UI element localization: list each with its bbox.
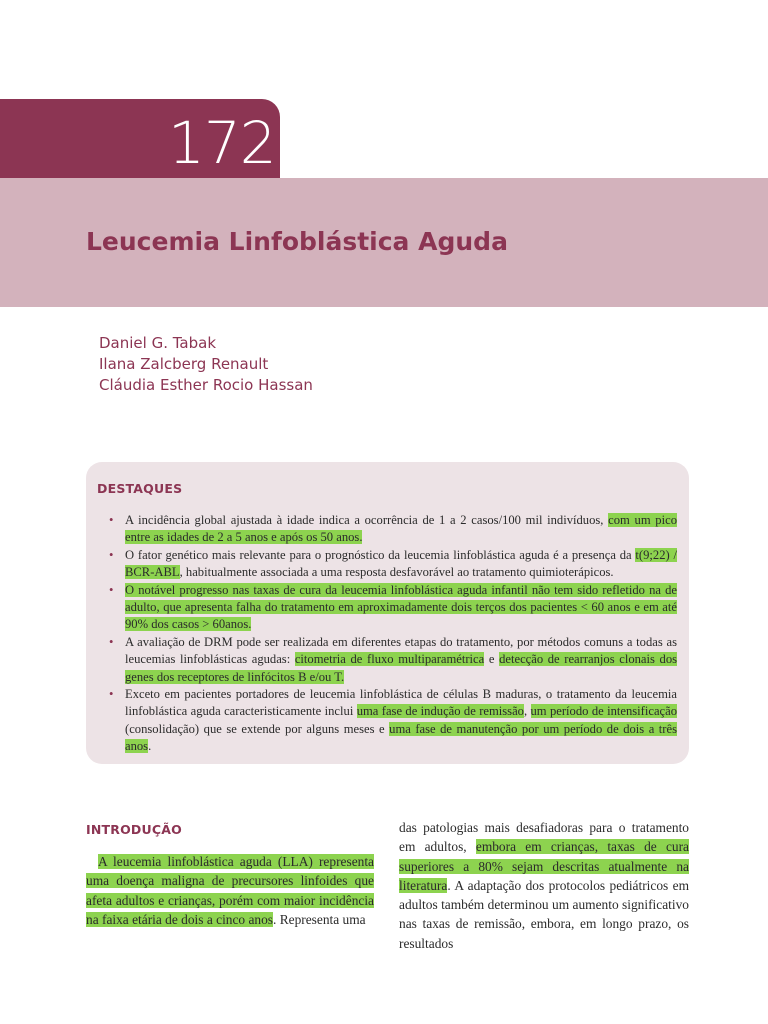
highlighted-text: detecção de rearranjos clonais dos genes dos receptores de linfócitos B e/ou T.: [125, 652, 678, 684]
text-run: Exceto em pacientes portadores de leucemia linfoblástica de células B maduras, o tratamento da leucemia linfoblástica aguda caracteristicamente inclui: [125, 687, 677, 719]
highlighted-text: A leucemia linfoblástica aguda (LLA) representa uma doença maligna de precursores linfoides que afeta adultos e crianças, porém com maior incidência na faixa etária de dois a cinco anos: [86, 854, 374, 927]
text-run: . A adaptação dos protocolos pediátricos em adultos também determinou um aumento significativo nas taxas de remissão, embora, em longo prazo, os resultados: [399, 877, 689, 951]
highlight-item: [125, 634, 677, 686]
highlighted-text: embora em crianças, taxas de cura superiores a 80% sejam descritas atualmente na literatura: [399, 839, 689, 893]
text-run: , habitualmente associada a uma resposta desfavorável ao tratamento quimioterápicos.: [179, 565, 614, 580]
highlight-item: [125, 547, 677, 582]
text-run: O fator genético mais relevante para o prognóstico da leucemia linfoblástica aguda é a presença da: [125, 547, 636, 562]
highlight-item: [125, 582, 677, 634]
author-name: Ilana Zalcberg Renault: [99, 355, 269, 373]
section-heading-introduction: INTRODUÇÃO: [86, 822, 182, 837]
text-run: A incidência global ajustada à idade indica a ocorrência de 1 a 2 casos/100 mil indivíduos,: [125, 513, 609, 527]
author-name: Cláudia Esther Rocio Hassan: [99, 376, 313, 394]
text-run: .: [148, 739, 152, 754]
highlights-list: [125, 512, 677, 756]
highlighted-text: citometria de fluxo multiparamétrica: [294, 652, 485, 667]
highlight-item: [125, 686, 677, 756]
text-run: das patologias mais desafiadoras para o tratamento em adultos,: [399, 820, 689, 855]
author-list: [99, 333, 313, 396]
highlighted-text: O notável progresso nas taxas de cura da leucemia linfoblástica aguda infantil não tem sido refletido na de adulto, que apresenta falha do tratamento em aproximadamente dois terços dos pacientes < 60 anos e em até 90% dos casos > 60anos.: [125, 582, 677, 632]
intro-left-column: [86, 852, 374, 929]
intro-right-column: [399, 818, 689, 953]
chapter-number: 172: [168, 109, 276, 177]
highlight-item: [125, 512, 677, 547]
text-run: e: [484, 652, 500, 667]
highlighted-text: com um pico entre as idades de 2 a 5 anos e após os 50 anos.: [125, 513, 677, 545]
highlights-heading: DESTAQUES: [97, 481, 183, 496]
text-run: (consolidação) que se extende por alguns meses e: [125, 721, 390, 736]
highlighted-text: um período de intensificação: [530, 704, 678, 719]
highlighted-text: uma fase de indução de remissão: [356, 704, 524, 719]
text-run: ,: [523, 704, 531, 719]
highlighted-text: t(9;22) / BCR-ABL: [125, 547, 677, 580]
highlighted-text: uma fase de manutenção por um período de dois a três anos: [125, 721, 677, 754]
author-name: Daniel G. Tabak: [99, 334, 217, 352]
chapter-title: Leucemia Linfoblástica Aguda: [86, 227, 508, 256]
text-run: A avaliação de DRM pode ser realizada em diferentes etapas do tratamento, por métodos comuns a todas as leucemias linfoblásticas agudas:: [125, 634, 677, 667]
text-run: . Representa uma: [273, 911, 366, 927]
